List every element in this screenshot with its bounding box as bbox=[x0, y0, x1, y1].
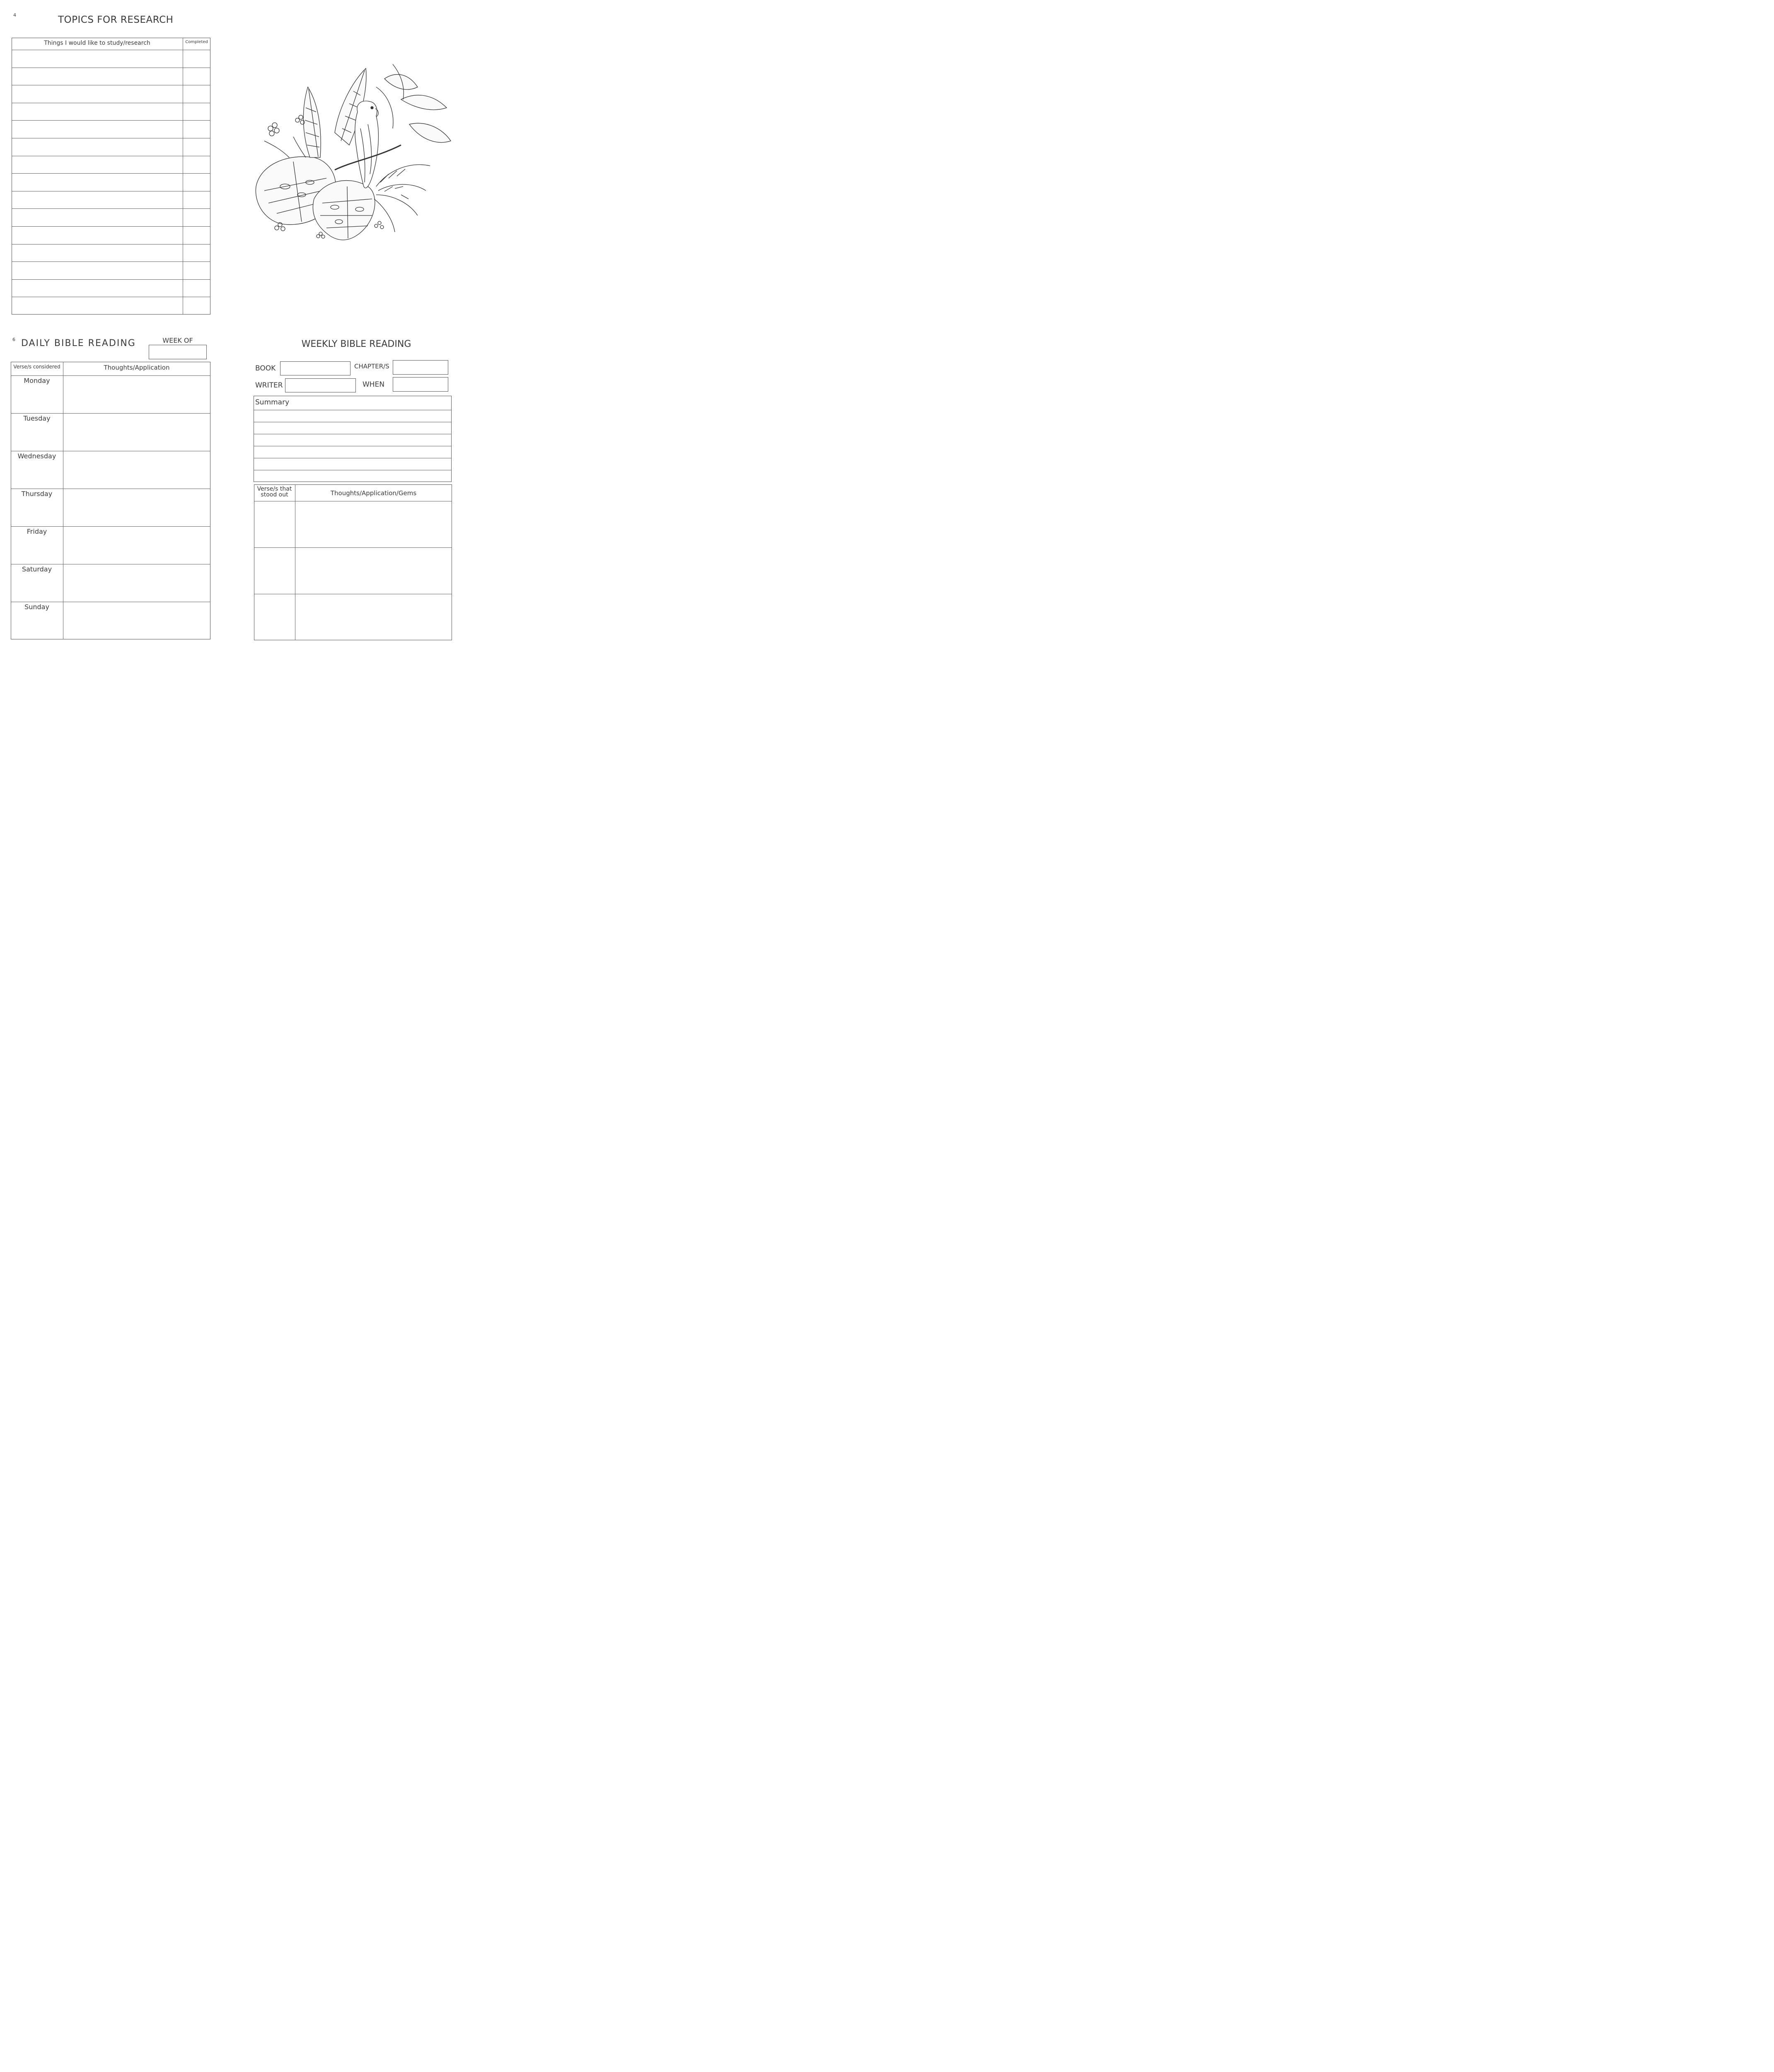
completed-checkbox-cell[interactable] bbox=[183, 120, 210, 138]
topic-entry-cell[interactable] bbox=[12, 103, 183, 121]
book-label: BOOK bbox=[255, 364, 276, 373]
verse-cell[interactable] bbox=[254, 547, 295, 594]
day-label-friday: Friday bbox=[27, 528, 47, 535]
completed-checkbox-cell[interactable] bbox=[183, 261, 210, 279]
completed-checkbox-cell[interactable] bbox=[183, 279, 210, 297]
gems-cell[interactable] bbox=[295, 594, 452, 640]
thoughts-cell-tuesday[interactable] bbox=[63, 413, 210, 451]
topic-entry-cell[interactable] bbox=[12, 138, 183, 156]
day-label-monday: Monday bbox=[24, 377, 50, 385]
page-number: 4 bbox=[13, 12, 16, 18]
column-header-thoughts: Thoughts/Application/Gems bbox=[330, 489, 417, 497]
topic-entry-cell[interactable] bbox=[12, 173, 183, 191]
topic-entry-cell[interactable] bbox=[12, 279, 183, 297]
book-field[interactable] bbox=[280, 361, 350, 375]
verse-cell[interactable] bbox=[254, 501, 295, 547]
thoughts-cell-thursday[interactable] bbox=[63, 489, 210, 526]
gems-cell[interactable] bbox=[295, 501, 452, 547]
day-label-saturday: Saturday bbox=[22, 565, 52, 573]
chapters-field[interactable] bbox=[393, 360, 448, 375]
completed-checkbox-cell[interactable] bbox=[183, 103, 210, 121]
column-header-study: Things I would like to study/research bbox=[44, 40, 150, 46]
thoughts-cell-sunday[interactable] bbox=[63, 602, 210, 639]
topic-entry-cell[interactable] bbox=[12, 85, 183, 103]
topic-entry-cell[interactable] bbox=[12, 244, 183, 262]
topic-entry-cell[interactable] bbox=[12, 191, 183, 209]
completed-checkbox-cell[interactable] bbox=[183, 156, 210, 174]
completed-checkbox-cell[interactable] bbox=[183, 173, 210, 191]
week-of-label: WEEK OF bbox=[162, 336, 193, 344]
completed-checkbox-cell[interactable] bbox=[183, 191, 210, 209]
column-header-completed: Completed bbox=[185, 40, 208, 44]
page-title: WEEKLY BIBLE READING bbox=[301, 339, 411, 349]
page-number: 6 bbox=[12, 337, 15, 342]
topic-entry-cell[interactable] bbox=[12, 50, 183, 68]
verse-cell[interactable] bbox=[254, 594, 295, 640]
topic-entry-cell[interactable] bbox=[12, 261, 183, 279]
page-title: DAILY BIBLE READING bbox=[21, 338, 136, 349]
parrot-leaves-illustration bbox=[252, 62, 455, 244]
day-label-wednesday: Wednesday bbox=[17, 452, 56, 460]
topic-entry-cell[interactable] bbox=[12, 226, 183, 244]
thoughts-cell-saturday[interactable] bbox=[63, 564, 210, 602]
chapters-label: CHAPTER/S bbox=[354, 363, 389, 370]
completed-checkbox-cell[interactable] bbox=[183, 226, 210, 244]
day-label-sunday: Sunday bbox=[24, 603, 49, 611]
summary-box[interactable] bbox=[254, 396, 452, 482]
completed-checkbox-cell[interactable] bbox=[183, 244, 210, 262]
column-header-verses: Verse/s that stood out bbox=[257, 486, 292, 498]
gems-cell[interactable] bbox=[295, 547, 452, 594]
when-field[interactable] bbox=[393, 377, 448, 392]
writer-field[interactable] bbox=[285, 378, 356, 392]
week-of-field[interactable] bbox=[149, 345, 207, 359]
completed-checkbox-cell[interactable] bbox=[183, 208, 210, 226]
column-header-thoughts: Thoughts/Application bbox=[104, 364, 170, 371]
topic-entry-cell[interactable] bbox=[12, 68, 183, 85]
completed-checkbox-cell[interactable] bbox=[183, 68, 210, 85]
day-label-thursday: Thursday bbox=[21, 490, 53, 498]
thoughts-cell-wednesday[interactable] bbox=[63, 451, 210, 489]
topic-entry-cell[interactable] bbox=[12, 156, 183, 174]
thoughts-cell-friday[interactable] bbox=[63, 526, 210, 564]
completed-checkbox-cell[interactable] bbox=[183, 297, 210, 315]
topic-entry-cell[interactable] bbox=[12, 208, 183, 226]
completed-checkbox-cell[interactable] bbox=[183, 138, 210, 156]
completed-checkbox-cell[interactable] bbox=[183, 50, 210, 68]
summary-label: Summary bbox=[255, 398, 290, 407]
page-title: TOPICS FOR RESEARCH bbox=[58, 15, 174, 25]
when-label: WHEN bbox=[363, 380, 385, 389]
day-label-tuesday: Tuesday bbox=[23, 414, 51, 422]
completed-checkbox-cell[interactable] bbox=[183, 85, 210, 103]
topic-entry-cell[interactable] bbox=[12, 297, 183, 315]
thoughts-cell-monday[interactable] bbox=[63, 375, 210, 413]
column-header-verses: Verse/s considered bbox=[13, 364, 60, 370]
writer-label: WRITER bbox=[255, 381, 283, 390]
topic-entry-cell[interactable] bbox=[12, 120, 183, 138]
